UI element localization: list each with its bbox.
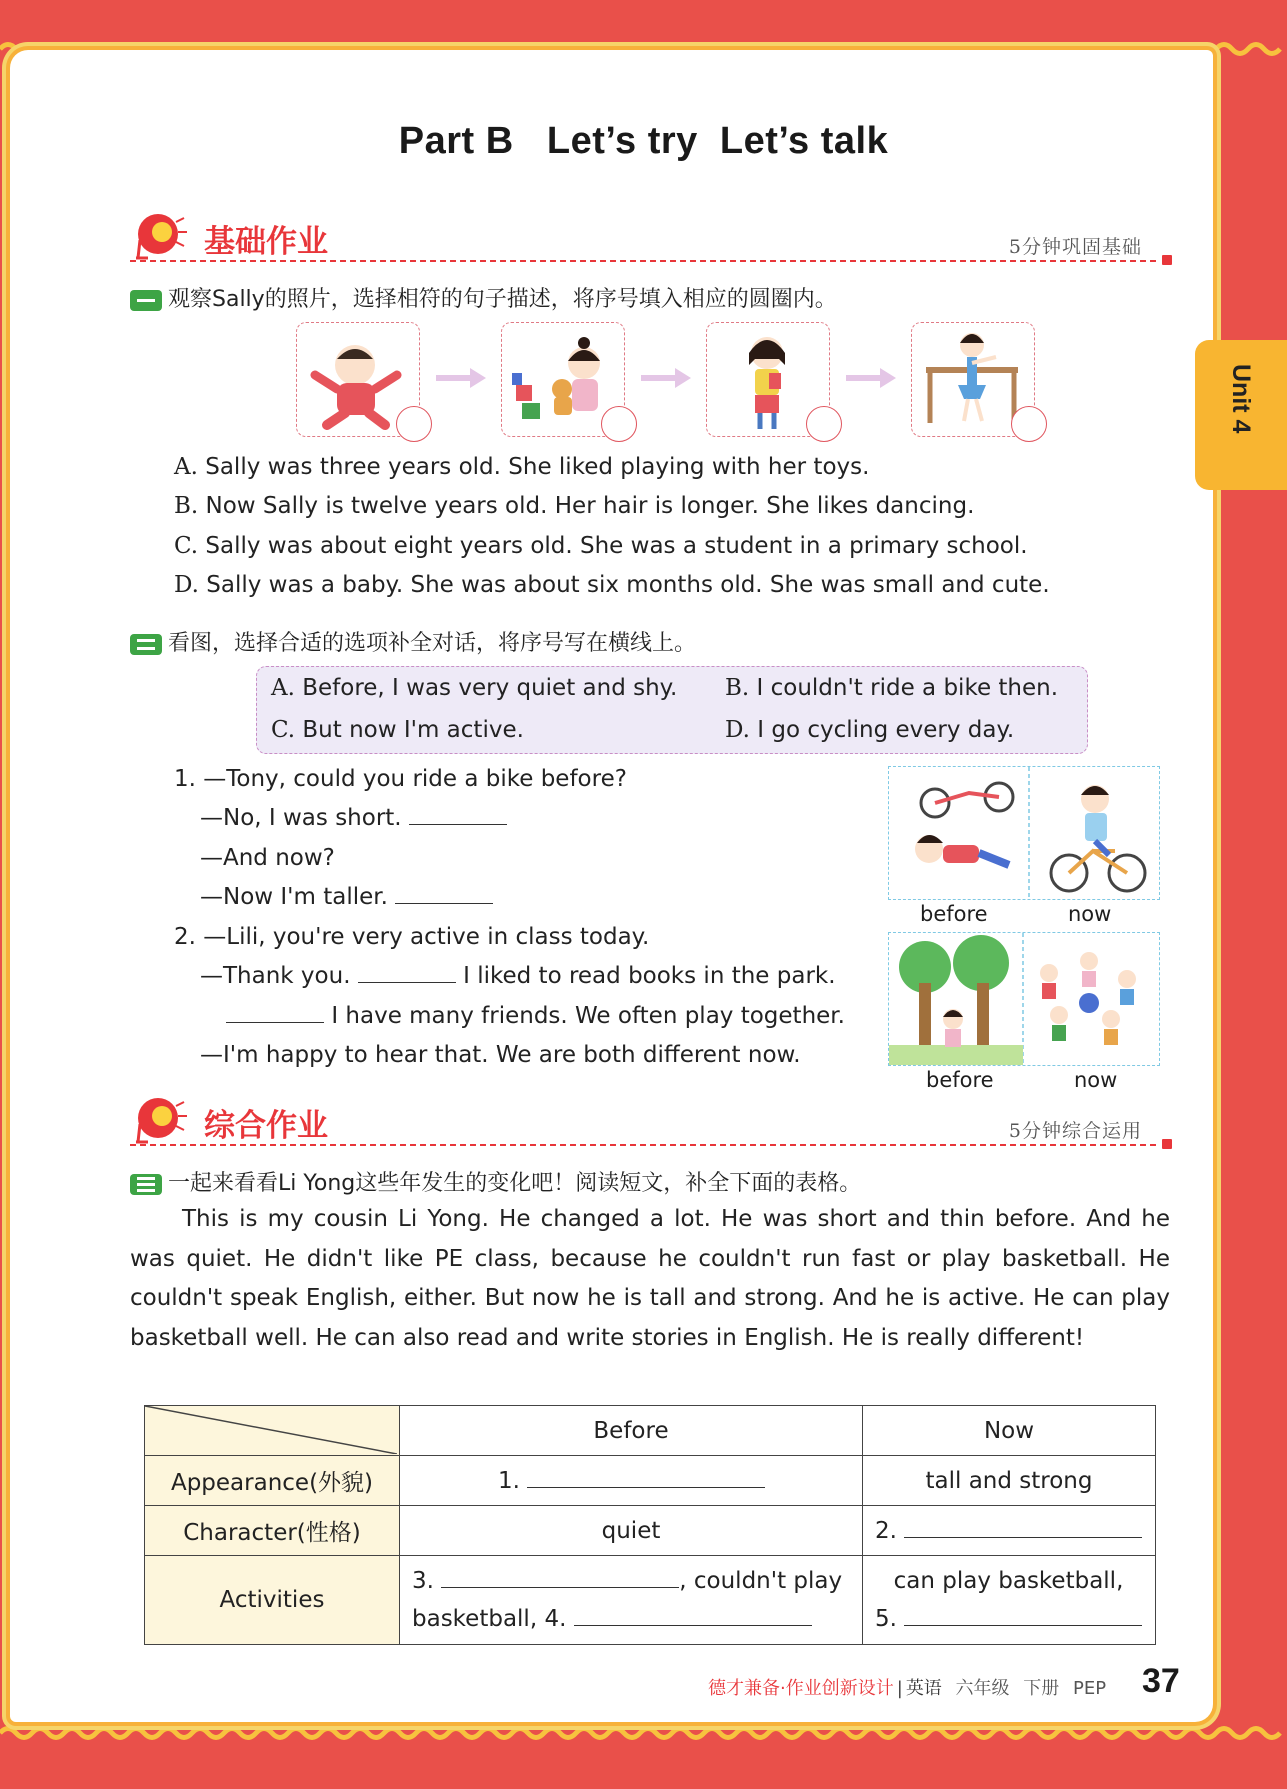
blank-2[interactable] (904, 1537, 1142, 1538)
sally-photo-row (296, 322, 1056, 442)
bell-icon (130, 1092, 188, 1150)
dialogue2-line1: 2. —Lili, you're very active in class today. (174, 924, 650, 950)
divider-end-mark (1162, 1139, 1172, 1149)
blank-5[interactable] (904, 1625, 1142, 1626)
q2-instruction: 看图，选择合适的选项补全对话，将序号写在横线上。 (168, 631, 697, 656)
footer-subject: 英语 (905, 1678, 942, 1699)
caption-before-1: before (920, 902, 988, 926)
cell-appearance-now: tall and strong (863, 1456, 1156, 1506)
q3-instruction-row (130, 1166, 861, 1197)
unit-tab (1195, 340, 1287, 490)
blank-d2-1[interactable] (358, 982, 456, 983)
divider-end-mark (1162, 255, 1172, 265)
answer-circle-2[interactable] (601, 406, 637, 442)
q1-number-tag (130, 290, 162, 311)
q1-option-b: B. Now Sally is twelve years old. Her hair is longer. She likes dancing. (174, 493, 975, 519)
dashed-divider (130, 260, 1156, 262)
bike-pictures (888, 766, 1160, 900)
table-corner-cell (145, 1406, 400, 1456)
q1-instruction: 观察Sally的照片，选择相符的句子描述，将序号填入相应的圆圈内。 (168, 287, 837, 312)
arrow-right-icon (846, 368, 896, 388)
bike-before-now-illustration (889, 767, 1159, 899)
dialogue2-line2: —Thank you. I liked to read books in the park. (200, 963, 836, 989)
q2-options-box (256, 666, 1088, 754)
section-title-comprehensive: 综合作业 (204, 1108, 328, 1144)
dialogue2-line3: I have many friends. We often play together. (226, 1003, 845, 1029)
answer-circle-4[interactable] (1011, 406, 1047, 442)
section-header-comprehensive (130, 1092, 1172, 1152)
dialogue1-line4: —Now I'm taller. (200, 884, 493, 910)
header-before: Before (400, 1406, 863, 1456)
q1-option-d: D. Sally was a baby. She was about six months old. She was small and cute. (174, 572, 1050, 598)
section-subtitle-comprehensive: 5分钟综合运用 (1008, 1120, 1142, 1142)
row-label-character: Character(性格) (145, 1506, 400, 1556)
park-pictures (888, 932, 1160, 1066)
footer-edition: PEP (1073, 1678, 1107, 1699)
blank-1[interactable] (527, 1487, 765, 1488)
caption-now-2: now (1074, 1068, 1118, 1092)
q3-instruction: 一起来看看Li Yong这些年发生的变化吧！阅读短文，补全下面的表格。 (168, 1171, 862, 1196)
section-title-basic: 基础作业 (204, 224, 328, 260)
section-subtitle-basic: 5分钟巩固基础 (1008, 236, 1142, 258)
header-now: Now (863, 1406, 1156, 1456)
q3-number-tag (130, 1174, 162, 1195)
arrow-right-icon (436, 368, 486, 388)
q2-number-tag (130, 634, 162, 655)
blank-4[interactable] (574, 1625, 812, 1626)
q2-instruction-row (130, 626, 696, 657)
activities-now-text: can play basketball, (893, 1568, 1124, 1594)
footer-grade: 六年级 (955, 1678, 1010, 1699)
answer-circle-1[interactable] (396, 406, 432, 442)
footer-volume: 下册 (1023, 1678, 1060, 1699)
q2-option-c: C. But now I'm active. (271, 717, 524, 743)
blank-d1-1[interactable] (409, 824, 507, 825)
section-header-basic (130, 208, 1172, 268)
cell-character-now: 2. (863, 1506, 1156, 1556)
arrow-right-icon (641, 368, 691, 388)
footer-info: 德才兼备·作业创新设计 | 英语 六年级 下册 PEP (708, 1678, 1107, 1699)
page-title: Part B Let’s try Let’s talk (398, 120, 889, 162)
q1-option-c: C. Sally was about eight years old. She was a student in a primary school. (174, 533, 1028, 559)
page-number: 37 (1142, 1662, 1180, 1700)
bell-icon (130, 208, 188, 266)
q1-option-a: A. Sally was three years old. She liked playing with her toys. (174, 454, 870, 480)
row-label-activities: Activities (145, 1556, 400, 1645)
caption-before-2: before (926, 1068, 994, 1092)
q3-passage: This is my cousin Li Yong. He changed a lot. He was short and thin before. And he was quiet. He didn't like PE class, because he couldn't run fast or play basketball. He couldn't speak English, either. But now he is tall and strong. And he is active. He can play basketball well. He can also read and write stories in English. He is really different! (130, 1206, 1170, 1351)
dialogue2-line4: —I'm happy to hear that. We are both different now. (200, 1042, 801, 1068)
q1-instruction-row (130, 282, 837, 313)
unit-tab-label: Unit 4 (1227, 364, 1255, 434)
dashed-divider (130, 1144, 1156, 1146)
dialogue1-line1: 1. —Tony, could you ride a bike before? (174, 766, 627, 792)
cell-appearance-before: 1. (400, 1456, 863, 1506)
diagonal-line (145, 1406, 397, 1454)
row-label-appearance: Appearance(外貌) (145, 1456, 400, 1506)
dialogue1-line2: —No, I was short. (200, 805, 507, 831)
blank-3[interactable] (441, 1587, 679, 1588)
answer-circle-3[interactable] (806, 406, 842, 442)
caption-now-1: now (1068, 902, 1112, 926)
park-before-now-illustration (889, 933, 1159, 1065)
blank-d2-2[interactable] (226, 1022, 324, 1023)
bottom-wavy-border (0, 1722, 1287, 1744)
dialogue1-line3: —And now? (200, 845, 335, 871)
cell-activities-before: 3. , couldn't play basketball, 4. (400, 1556, 863, 1645)
cell-activities-now: can play basketball, 5. (863, 1556, 1156, 1645)
blank-d1-2[interactable] (395, 903, 493, 904)
q2-option-b: B. I couldn't ride a bike then. (725, 675, 1059, 701)
cell-character-before: quiet (400, 1506, 863, 1556)
changes-table (144, 1405, 1156, 1645)
q2-option-d: D. I go cycling every day. (725, 717, 1015, 743)
q2-option-a: A. Before, I was very quiet and shy. (271, 675, 678, 701)
footer-brand: 德才兼备·作业创新设计 (708, 1678, 894, 1699)
